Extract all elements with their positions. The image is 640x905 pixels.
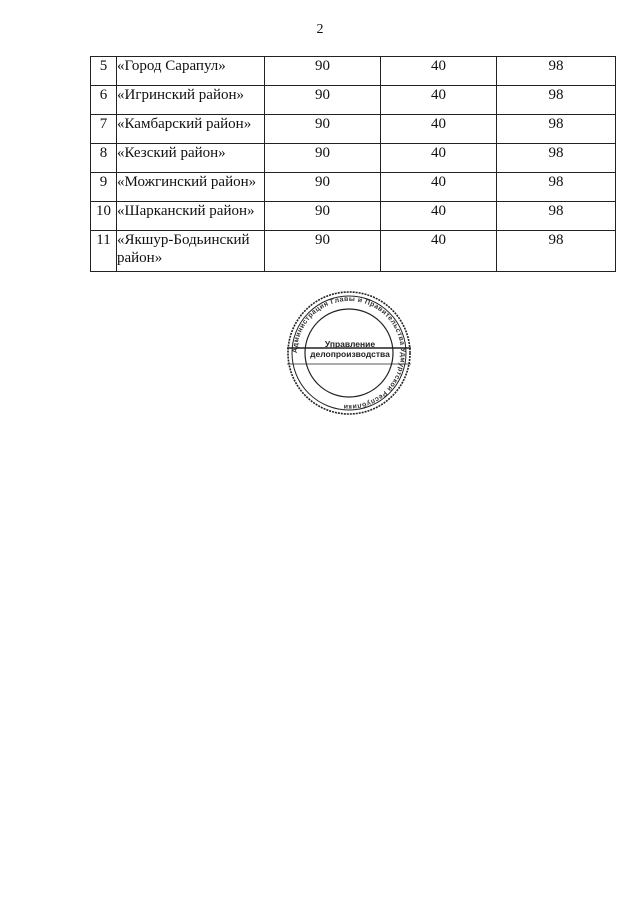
- value-cell-2: 40: [381, 202, 497, 231]
- value-cell-3: 98: [497, 86, 616, 115]
- table-row: [91, 86, 616, 115]
- stamp-line-2: делопроизводства: [310, 349, 390, 359]
- value-cell-3: 98: [497, 144, 616, 173]
- table-row: [91, 231, 616, 272]
- value-cell-1: 90: [265, 86, 381, 115]
- row-number: 9: [91, 173, 117, 202]
- value-cell-1: 90: [265, 144, 381, 173]
- row-number: 5: [91, 57, 117, 86]
- value-cell-1: 90: [265, 202, 381, 231]
- value-cell-3: 98: [497, 202, 616, 231]
- table-row: [91, 173, 616, 202]
- stamp-caption: [300, 339, 400, 359]
- value-cell-1: 90: [265, 115, 381, 144]
- district-name: «Камбарский район»: [117, 115, 265, 144]
- value-cell-2: 40: [381, 57, 497, 86]
- value-cell-2: 40: [381, 115, 497, 144]
- stamp-line-1: Управление: [324, 339, 376, 349]
- district-table: [90, 56, 616, 272]
- value-cell-3: 98: [497, 115, 616, 144]
- value-cell-1: 90: [265, 231, 381, 272]
- value-cell-2: 40: [381, 86, 497, 115]
- row-number: 10: [91, 202, 117, 231]
- page-number: 2: [316, 22, 324, 37]
- row-number: 6: [91, 86, 117, 115]
- value-cell-3: 98: [497, 231, 616, 272]
- district-name: «Город Сарапул»: [117, 57, 265, 86]
- value-cell-2: 40: [381, 173, 497, 202]
- district-name: «Кезский район»: [117, 144, 265, 173]
- value-cell-1: 90: [265, 173, 381, 202]
- stamp-ring-text: Администрация Главы и Правительства Удмуртской Республики: [291, 295, 407, 411]
- value-cell-3: 98: [497, 173, 616, 202]
- table-row: [91, 202, 616, 231]
- row-number: 7: [91, 115, 117, 144]
- row-number: 11: [91, 231, 117, 272]
- table-row: [91, 57, 616, 86]
- table-row: [91, 115, 616, 144]
- value-cell-2: 40: [381, 144, 497, 173]
- value-cell-1: 90: [265, 57, 381, 86]
- district-name: «Можгинский район»: [117, 173, 265, 202]
- district-name: «Игринский район»: [117, 86, 265, 115]
- district-name: «Якшур-Бодьинский район»: [117, 231, 265, 272]
- table-row: [91, 144, 616, 173]
- value-cell-2: 40: [381, 231, 497, 272]
- value-cell-3: 98: [497, 57, 616, 86]
- row-number: 8: [91, 144, 117, 173]
- district-name: «Шарканский район»: [117, 202, 265, 231]
